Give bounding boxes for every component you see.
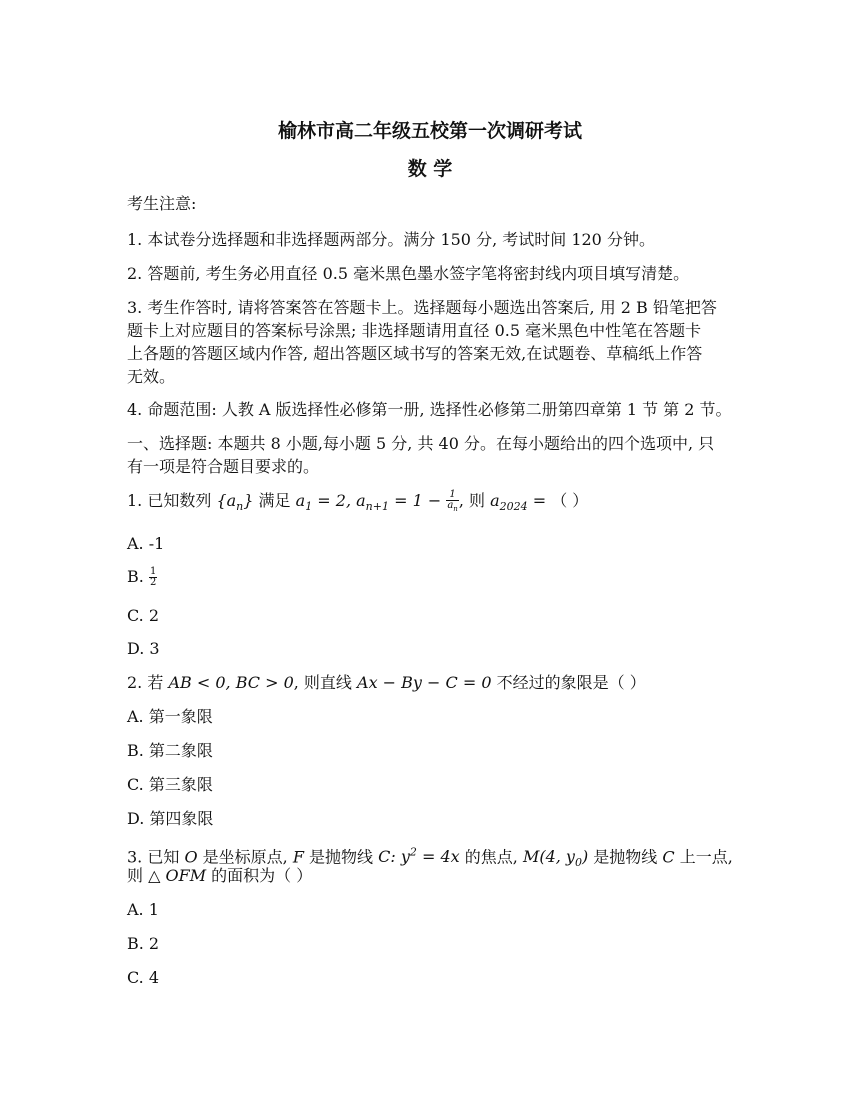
q1-sequence: $\{a_n\}$ bbox=[216, 491, 254, 514]
section-heading: 有一项是符合题目要求的。 bbox=[127, 457, 320, 476]
q3-option-b: B. 2 bbox=[127, 934, 160, 953]
q2-line-equation: Ax − By − C = 0 bbox=[357, 673, 492, 692]
subject-title: 数 学 bbox=[407, 158, 453, 180]
q1-option-b: B. $\frac{1}{2}$ bbox=[127, 566, 157, 588]
q1-then: , 则 bbox=[458, 491, 491, 510]
q2-option-d: D. 第四象限 bbox=[127, 809, 214, 828]
q1-condition-1: $a_1 = 2$, bbox=[295, 491, 357, 514]
question-3-line-1: 3. 已知 O 是坐标原点, F 是抛物线 C: $y^2 = 4x$ 的焦点, M(4, $y_0$) 是抛物线 C 上一点, bbox=[127, 846, 733, 870]
notice-item: 2. 答题前, 考生务必用直径 0.5 毫米黑色墨水签字笔将密封线内项目填写清楚。 bbox=[127, 264, 690, 283]
q2-option-b: B. 第二象限 bbox=[127, 741, 213, 760]
notice-item: 4. 命题范围: 人教 A 版选择性必修第一册, 选择性必修第二册第四章第 1 节 第 2 节。 bbox=[127, 400, 732, 419]
q3-option-c: C. 4 bbox=[127, 968, 160, 987]
q2-condition: AB < 0, BC > 0 bbox=[168, 673, 294, 692]
q3-option-a: A. 1 bbox=[127, 900, 159, 919]
q2-option-c: C. 第三象限 bbox=[127, 775, 213, 794]
question-2: 2. 若 AB < 0, BC > 0, 则直线 Ax − By − C = 0 不经过的象限是（ ） bbox=[127, 673, 646, 692]
notice-item: 3. 考生作答时, 请将答案答在答题卡上。选择题每小题选出答案后, 用 2 B 铅笔把答 bbox=[127, 298, 717, 317]
q3-point-m: M(4, $y_0$) bbox=[522, 847, 589, 870]
q1-tail: = （ ） bbox=[527, 491, 589, 510]
notice-heading: 考生注意: bbox=[127, 194, 197, 213]
q1-option-a: A. -1 bbox=[127, 534, 165, 553]
q1-option-d: D. 3 bbox=[127, 639, 160, 658]
notice-item: 无效。 bbox=[127, 367, 176, 386]
q2-option-a: A. 第一象限 bbox=[127, 707, 213, 726]
notice-item: 题卡上对应题目的答案标号涂黑; 非选择题请用直径 0.5 毫米黑色中性笔在答题卡 bbox=[127, 321, 702, 340]
section-heading: 一、选择题: 本题共 8 小题,每小题 5 分, 共 40 分。在每小题给出的四个选项中, 只 bbox=[127, 434, 715, 453]
q1-prefix: 1. 已知数列 bbox=[127, 491, 217, 510]
exam-title: 榆林市高二年级五校第一次调研考试 bbox=[277, 120, 582, 142]
q1-condition-2: $a_{n+1} = 1$ − bbox=[356, 491, 447, 514]
q1-option-b-fraction: $\frac{1}{2}$ bbox=[149, 566, 157, 588]
q3-parabola: C: $y^2 = 4x$ bbox=[378, 846, 460, 867]
q3-triangle: OFM bbox=[165, 866, 207, 885]
notice-item: 上各题的答题区域内作答, 超出答题区域书写的答案无效,在试题卷、草稿纸上作答 bbox=[127, 344, 703, 363]
question-1 bbox=[127, 489, 588, 518]
q1-fraction: $\frac{1}{a_n}$ bbox=[447, 488, 458, 513]
q1-target: $a_{2024}$ bbox=[490, 491, 528, 514]
question-3-line-2: 则 △ OFM 的面积为（ ） bbox=[127, 866, 313, 885]
notice-item: 1. 本试卷分选择题和非选择题两部分。满分 150 分, 考试时间 120 分钟。 bbox=[127, 230, 655, 249]
q1-text: 满足 bbox=[253, 491, 296, 510]
q1-option-c: C. 2 bbox=[127, 606, 160, 625]
